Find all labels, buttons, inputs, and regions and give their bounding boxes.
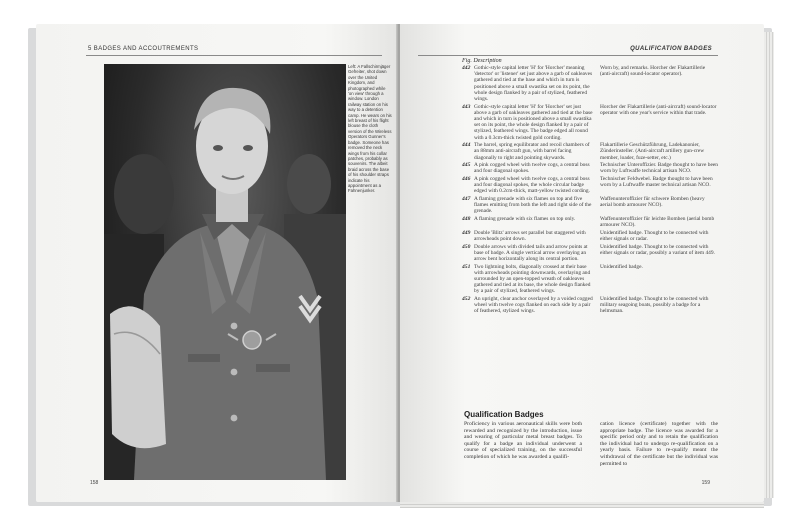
list-item — [462, 142, 718, 161]
left-page — [36, 24, 398, 502]
page-stack-bottom — [400, 502, 764, 508]
entry-number: 446 — [462, 176, 471, 183]
right-page-number: 159 — [701, 480, 710, 486]
body-text-column-2: cation licence (certificate) together with the appropriate badge. The licence was awarded for a specific period only and to retain the qualification the individual had to undergo re-qualification on a yearly basis. Failure to re-qualify meant the withdrawal of the certificate but the individual was permitted to — [600, 421, 718, 467]
entry-number: 445 — [462, 162, 471, 169]
entry-description: An upright, clear anchor overlayed by a voided cogged wheel with twelve cogs flanked on each side by a pair of feathered, stylized wings. — [474, 296, 593, 315]
entry-number: 444 — [462, 142, 471, 149]
entry-number: 451 — [462, 263, 471, 270]
entry-number: 447 — [462, 196, 471, 203]
list-item — [462, 264, 718, 295]
entry-number: 442 — [462, 65, 471, 71]
entry-number: 443 — [462, 103, 471, 110]
left-page-number: 158 — [90, 480, 99, 486]
entry-description: A flaming grenade with six flames on top only. — [474, 216, 576, 223]
list-item — [462, 162, 718, 174]
right-header-rule — [418, 55, 718, 56]
entry-worn-by: Unidentified badge. Thought to be connected with either signals or radar. — [600, 229, 709, 243]
list-item — [462, 296, 718, 315]
entry-number: 448 — [462, 216, 471, 223]
entry-description: Double arrows with divided tails and arrow points at base of badge. A single vertical arrow overlaying an arrow bent horizontally along its central portion. — [474, 243, 588, 263]
list-item — [462, 65, 718, 102]
entry-number: 452 — [462, 296, 471, 303]
entry-description: Gothic-style capital letter 'H' for 'Horcher' meaning 'detector' or 'listener' set just above a garb of oakleaves gathered and tied at the base and which in turn is positioned above a small swastika set on its point, the whole design flanked by a pair of stylized, feathered wings. — [474, 65, 593, 103]
badge-entries-list — [462, 65, 718, 316]
entry-description: A pink cogged wheel with twelve cogs, a central boss and four diagonal spokes, the whole circular badge edged with 0.2cm-thick, matt-yellow twisted cording. — [474, 176, 590, 195]
right-running-head: QUALIFICATION BADGES — [630, 46, 712, 52]
list-item — [462, 176, 718, 195]
open-book — [36, 24, 764, 502]
list-item — [462, 244, 718, 263]
entry-worn-by: Worn by, and remarks. Horcher der Flakartillerie (anti-aircraft) sound-locator operator). — [600, 65, 706, 78]
list-item — [462, 230, 718, 242]
entry-number: 449 — [462, 229, 471, 236]
entry-worn-by: Unidentified badge. — [600, 263, 643, 270]
entry-worn-by: Unidentified badge. Thought to be connected with military seagoing boats, possibly a badge for a helmsman. — [600, 296, 709, 315]
left-running-head: 5 BADGES AND ACCOUTREMENTS — [88, 46, 199, 52]
entry-description: A flaming grenade with six flames on top and five flames emitting from both the left and right side of the grenade. — [474, 196, 592, 215]
soldier-figure-illustration — [104, 64, 346, 480]
page-stack-edge — [764, 32, 774, 498]
list-item — [462, 104, 718, 141]
entry-worn-by: Unidentified badge. Thought to be connected with either signals or radar, possibly a variant of item 449. — [600, 243, 715, 256]
section-heading: Qualification Badges — [464, 410, 544, 419]
entry-description: Gothic-style capital letter 'H' for 'Horcher' set just above a garb of oakleaves gathered and tied at the base and which in turn is positioned above a small swastika set on its point, the whole design flanked by a pair of stylized, feathered wings. The badge edged all round with a 0.3cm-thick twisted gold cording. — [474, 103, 593, 141]
entry-worn-by: Flakartillerie Geschützführung, Ladekanonier, Zünderinsteller. (Anti-aircraft artillery gun-crew member, loader, fuze-setter, etc.) — [600, 142, 705, 161]
list-item — [462, 216, 718, 228]
entry-number: 450 — [462, 243, 471, 250]
right-page — [400, 24, 764, 502]
entry-worn-by: Horcher der Flakartillerie (anti-aircraft) sound-locator operator with one year's service within that trade. — [600, 103, 717, 116]
soldier-photograph — [104, 64, 346, 480]
list-item — [462, 196, 718, 215]
entry-worn-by: Technischer Unteroffizier. Badge thought to have been worn by Luftwaffe technical artisan NCO. — [600, 162, 718, 175]
entry-worn-by: Waffenunteroffizier für leichte Bomben (aerial bomb armourer NCO). — [600, 216, 715, 229]
entry-description: A pink cogged wheel with twelve cogs, a central boss and four diagonal spokes. — [474, 162, 590, 175]
entry-description: The barrel, spring equilibrator and recoil chambers of an 88mm anti-aircraft gun, with barrel facing diagonally to right and pointing skywards. — [474, 142, 590, 161]
entry-worn-by: Waffenunteroffizier für schwere Bomben (heavy aerial bomb armourer NCO). — [600, 196, 705, 209]
entry-worn-by: Technischer Feldwebel. Badge thought to have been worn by a Luftwaffe master technical artisan NCO. — [600, 176, 713, 189]
body-text-column-1: Proficiency in various aeronautical skills were both rewarded and recognized by the introduction, issue and wearing of particular metal breast badges. To qualify for a badge an individual underwent a course of specialized training, on the successful completion of which he was awarded a qualifi- — [464, 421, 582, 460]
photo-caption: Left: A Fallschirmjäger Gefreiter, shot down over the United Kingdom, and photographed while 'on view' through a window. London railway station on his way to a detention camp. He wears on his left breast of his flight blouse the cloth version of the Wireless Operators Gunner's badge. Someone has removed the neck wings from his collar patches, probably as souvenirs. The albeit braid across the base of his shoulder straps indicate his appointment as a Fahnenjunker. — [348, 64, 392, 194]
entry-description: Two lightning bolts, diagonally crossed at their base with arrowheads pointing downwards, overlaying and surrounded by an open-topped wreath of oakleaves gathered and tied at its base, the whole design flanked by a pair of stylized, feathered wings. — [474, 263, 591, 295]
entry-description: Double 'Blitz' arrows set parallel but staggered with arrowheads point down. — [474, 229, 586, 243]
figure-description-heading: Fig. Description — [462, 58, 502, 64]
left-header-rule — [86, 55, 382, 56]
